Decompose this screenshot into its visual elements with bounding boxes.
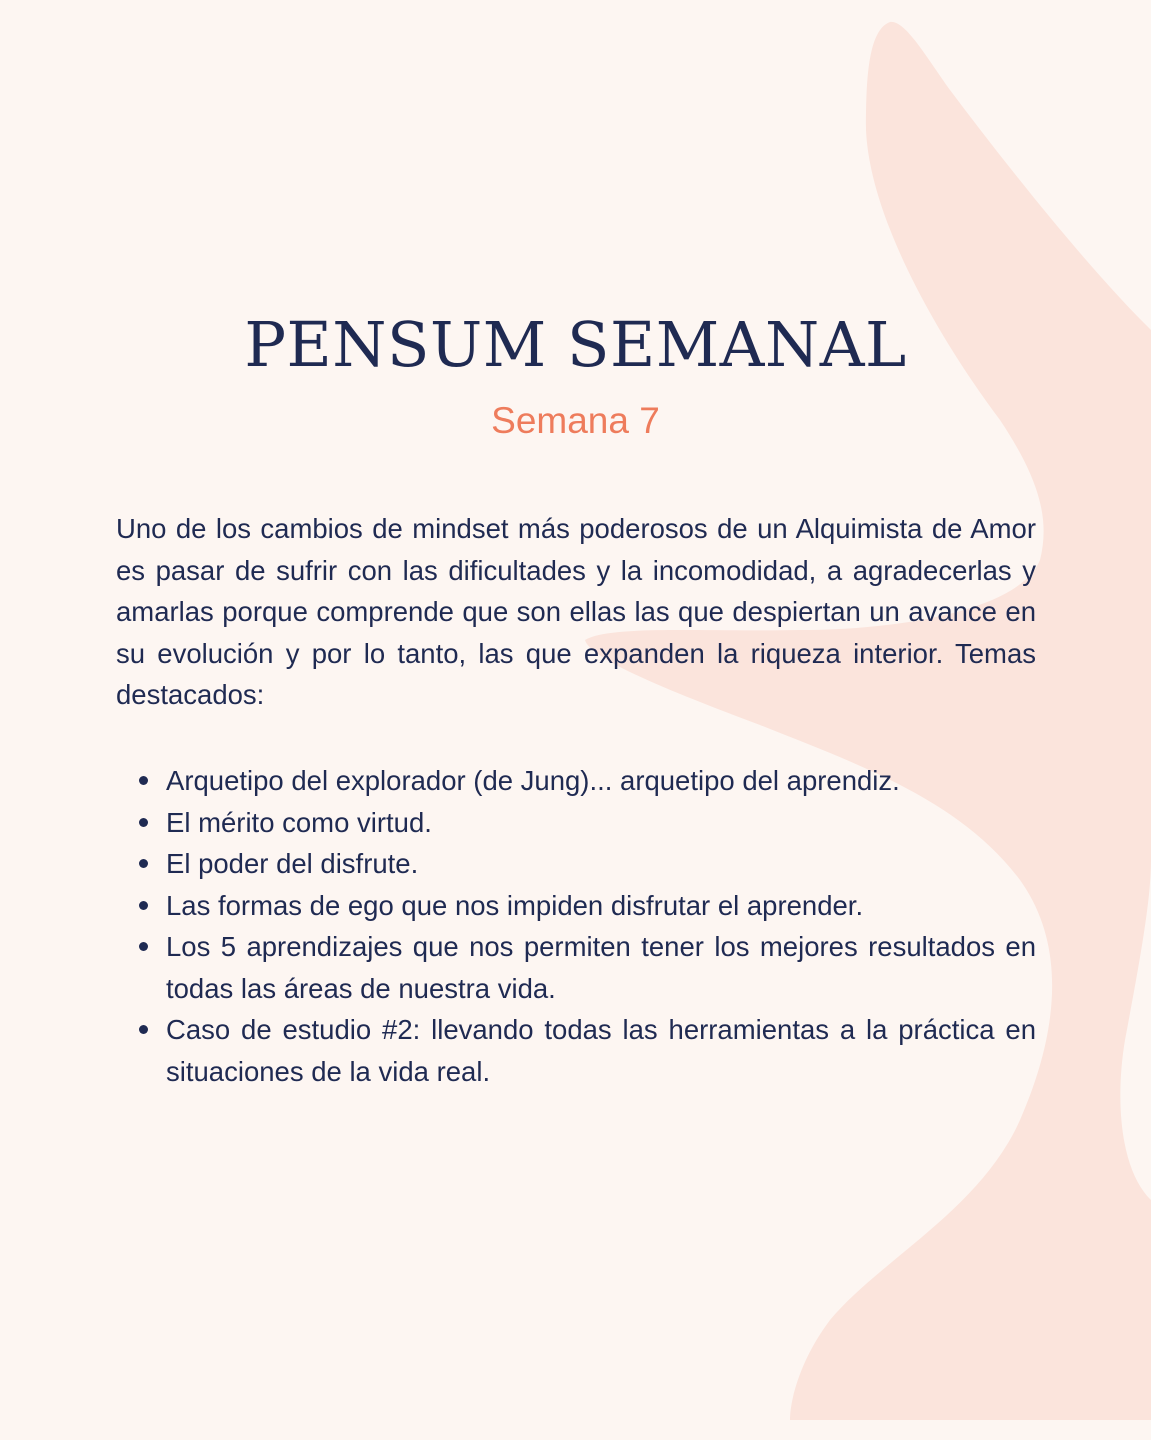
- topic-text: Los 5 aprendizajes que nos permiten tener los mejores resultados en todas las áreas de nuestra vida.: [166, 931, 1036, 1004]
- list-item: [116, 843, 1036, 885]
- topic-text: El mérito como virtud.: [166, 806, 432, 838]
- list-item: [116, 885, 1036, 927]
- topic-text: El poder del disfrute.: [166, 848, 419, 879]
- bullet-icon: [139, 818, 148, 827]
- topics-list: [116, 760, 1036, 1092]
- page-title: PENSUM SEMANAL: [244, 308, 907, 381]
- week-subtitle: Semana 7: [491, 400, 660, 441]
- topic-text: Caso de estudio #2: llevando todas las herramientas a la práctica en situaciones de la vida real.: [166, 1014, 1036, 1087]
- bullet-icon: [139, 942, 148, 951]
- bullet-icon: [139, 1025, 148, 1034]
- intro-paragraph: Uno de los cambios de mindset más poderosos de un Alquimista de Amor es pasar de sufrir con las dificultades y la incomodidad, a agradecerlas y amarlas porque comprende que son ellas las que despiertan un avance en su evolución y por lo tanto, las que expanden la riqueza interior. Temas destacados:: [116, 513, 1036, 710]
- topic-text: Arquetipo del explorador (de Jung)... arquetipo del aprendiz.: [166, 765, 900, 796]
- list-item: [116, 802, 1036, 844]
- topic-text: Las formas de ego que nos impiden disfrutar el aprender.: [166, 889, 864, 921]
- bullet-icon: [139, 901, 148, 910]
- list-item: [116, 760, 1036, 802]
- list-item: [116, 926, 1036, 1009]
- list-item: [116, 1009, 1036, 1092]
- bullet-icon: [139, 776, 148, 785]
- bullet-icon: [139, 859, 148, 868]
